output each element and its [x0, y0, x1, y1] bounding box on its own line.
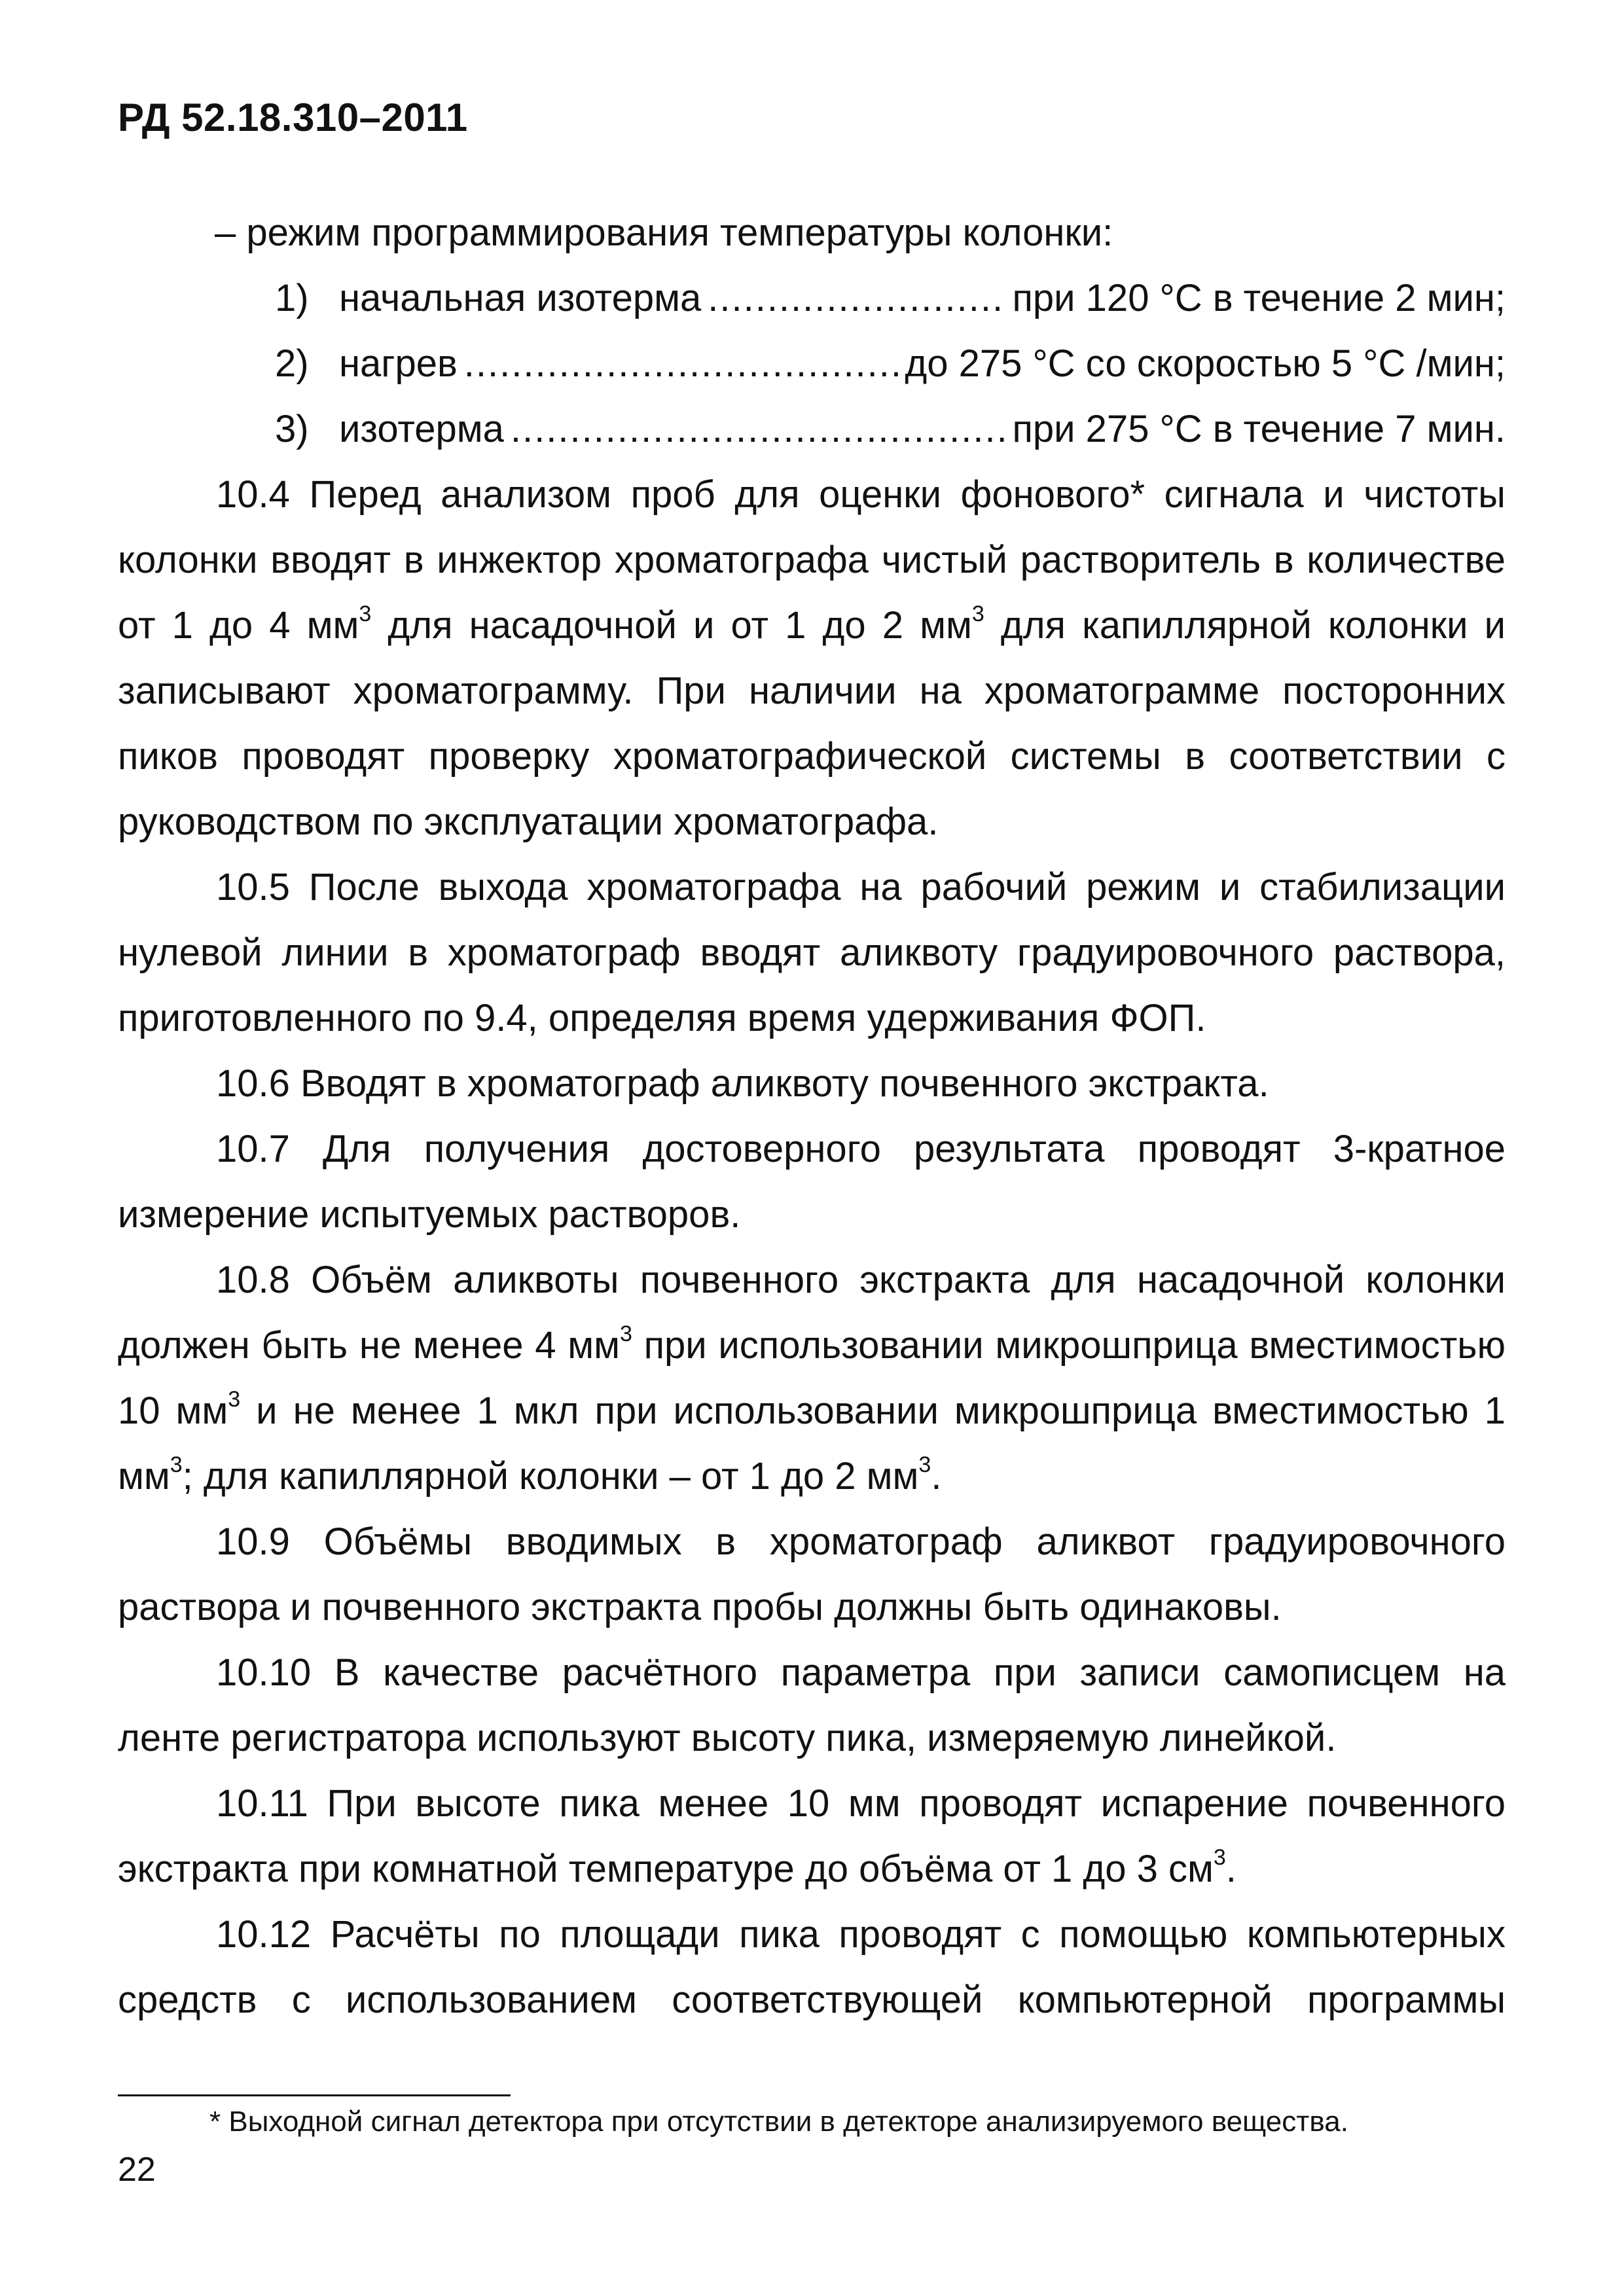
list-number: 1) [275, 277, 309, 319]
text-run: для насадочной и от 1 до 2 мм [371, 604, 972, 647]
text-run: . [1225, 1848, 1236, 1890]
superscript: 3 [1213, 1845, 1226, 1870]
list-item-name: начальная изотерма [339, 277, 702, 319]
footnote-separator [118, 2094, 511, 2096]
list-item-name: нагрев [339, 342, 458, 385]
superscript: 3 [359, 601, 372, 626]
text-run: . [931, 1455, 942, 1498]
superscript: 3 [619, 1321, 632, 1346]
dot-leader [511, 397, 1006, 462]
paragraph-10-4 [118, 462, 1506, 855]
paragraph-10-9: 10.9 Объёмы вводимых в хроматограф аликвот градуировочного раствора и почвенного экстракта пробы должны быть одинаковы. [118, 1520, 1506, 1628]
text-run: при использовании микрошприца вместимостью 10 мм [118, 1324, 1506, 1432]
paragraph-10-11 [118, 1771, 1506, 1902]
paragraph-10-6: 10.6 Вводят в хроматограф аликвоту почвенного экстракта. [216, 1062, 1269, 1105]
list-item-value: при 120 °С в течение 2 мин; [1012, 277, 1506, 319]
text-run: 10.4 Перед анализом проб для оценки фонового* сигнала и чистоты колонки вводят в инжектор хроматографа чистый растворитель в количестве от 1 до 4 мм [118, 473, 1506, 647]
document-body [118, 200, 1506, 2033]
dot-leader [464, 331, 899, 397]
text-run: для капиллярной колонки и записывают хроматограмму. При наличии на хроматограмме посторонних пиков проводят проверку хроматографической системы в соответствии с руководством по эксплуатации хроматографа. [118, 604, 1506, 843]
superscript: 3 [971, 601, 984, 626]
paragraph-10-5: 10.5 После выхода хроматографа на рабочий режим и стабилизации нулевой линии в хроматограф вводят аликвоту градуировочного раствора, приготовленного по 9.4, определяя время удерживания ФОП. [118, 866, 1506, 1039]
paragraph-10-7: 10.7 Для получения достоверного результата проводят 3-кратное измерение испытуемых растворов. [118, 1128, 1506, 1236]
temperature-step-3 [118, 397, 1506, 462]
list-number: 3) [275, 408, 309, 450]
text-run: и не менее 1 мкл при использовании микрошприца вместимостью 1 мм [118, 1390, 1506, 1498]
temperature-step-1 [118, 266, 1506, 331]
text-run: ; для капиллярной колонки – от 1 до 2 мм [182, 1455, 919, 1498]
paragraph-10-12: 10.12 Расчёты по площади пика проводят с помощью компьютерных средств с использованием соответствующей компьютерной программы [118, 1913, 1506, 2021]
superscript: 3 [170, 1452, 183, 1477]
text-run: 10.8 Объём аликвоты почвенного экстракта для насадочной колонки должен быть не менее 4 мм [118, 1259, 1506, 1367]
list-item-name: изотерма [339, 408, 504, 450]
footnote: * Выходной сигнал детектора при отсутствии в детекторе анализируемого вещества. [209, 2106, 1348, 2138]
paragraph-10-8 [118, 1247, 1506, 1509]
superscript: 3 [228, 1387, 241, 1412]
temperature-step-2 [118, 331, 1506, 397]
temperature-program-intro: – режим программирования температуры колонки: [215, 211, 1113, 254]
text-run: 10.11 При высоте пика менее 10 мм проводят испарение почвенного экстракта при комнатной температуре до объёма от 1 до 3 см [118, 1782, 1506, 1890]
list-item-value: при 275 °С в течение 7 мин. [1012, 408, 1506, 450]
paragraph-10-10: 10.10 В качестве расчётного параметра при записи самописцем на ленте регистратора используют высоту пика, измеряемую линейкой. [118, 1651, 1506, 1759]
superscript: 3 [918, 1452, 931, 1477]
page-number: 22 [118, 2151, 156, 2189]
dot-leader [708, 266, 1005, 331]
document-code-header: РД 52.18.310–2011 [118, 96, 468, 139]
list-item-value: до 275 °С со скоростью 5 °С /мин; [905, 342, 1506, 385]
list-number: 2) [275, 342, 309, 385]
